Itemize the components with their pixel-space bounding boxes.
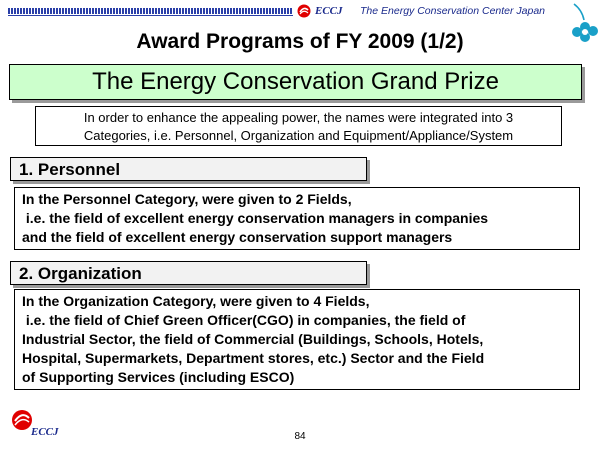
eccj-logo-icon: [297, 4, 311, 18]
section-line: of Supporting Services (including ESCO): [22, 369, 295, 385]
section-body-personnel: [14, 187, 580, 250]
section-line: Industrial Sector, the field of Commercial (Buildings, Schools, Hotels,: [22, 331, 484, 347]
intro-line: Categories, i.e. Personnel, Organization and Equipment/Appliance/System: [83, 128, 514, 143]
section-line: In the Organization Category, were given to 4 Fields,: [22, 293, 370, 309]
section-heading-personnel: 1. Personnel: [10, 157, 367, 181]
header-rule-thin: [8, 15, 293, 16]
section-line: i.e. the field of excellent energy conservation managers in companies: [22, 210, 489, 226]
intro-line: In order to enhance the appealing power, the names were integrated into 3: [83, 110, 514, 125]
slide-title: Award Programs of FY 2009 (1/2): [136, 30, 464, 53]
page-number: 84: [294, 431, 306, 442]
section-line: In the Personnel Category, were given to 2 Fields,: [22, 191, 352, 207]
section-body-organization: [14, 289, 580, 390]
organization-name: The Energy Conservation Center Japan: [360, 5, 546, 17]
brand-name: ECCJ: [315, 5, 343, 17]
section-heading-organization: 2. Organization: [10, 261, 367, 285]
intro-box: [35, 106, 562, 146]
section-line: Hospital, Supermarkets, Department stores, etc.) Sector and the Field: [22, 350, 485, 366]
footer-brand: ECCJ: [31, 426, 59, 438]
section-line: i.e. the field of Chief Green Officer(CGO) in companies, the field of: [22, 312, 466, 328]
header-rule: [8, 8, 293, 14]
grand-prize-banner: [9, 64, 582, 100]
grand-prize-title: The Energy Conservation Grand Prize: [92, 68, 499, 95]
section-line: and the field of excellent energy conservation support managers: [22, 229, 453, 245]
